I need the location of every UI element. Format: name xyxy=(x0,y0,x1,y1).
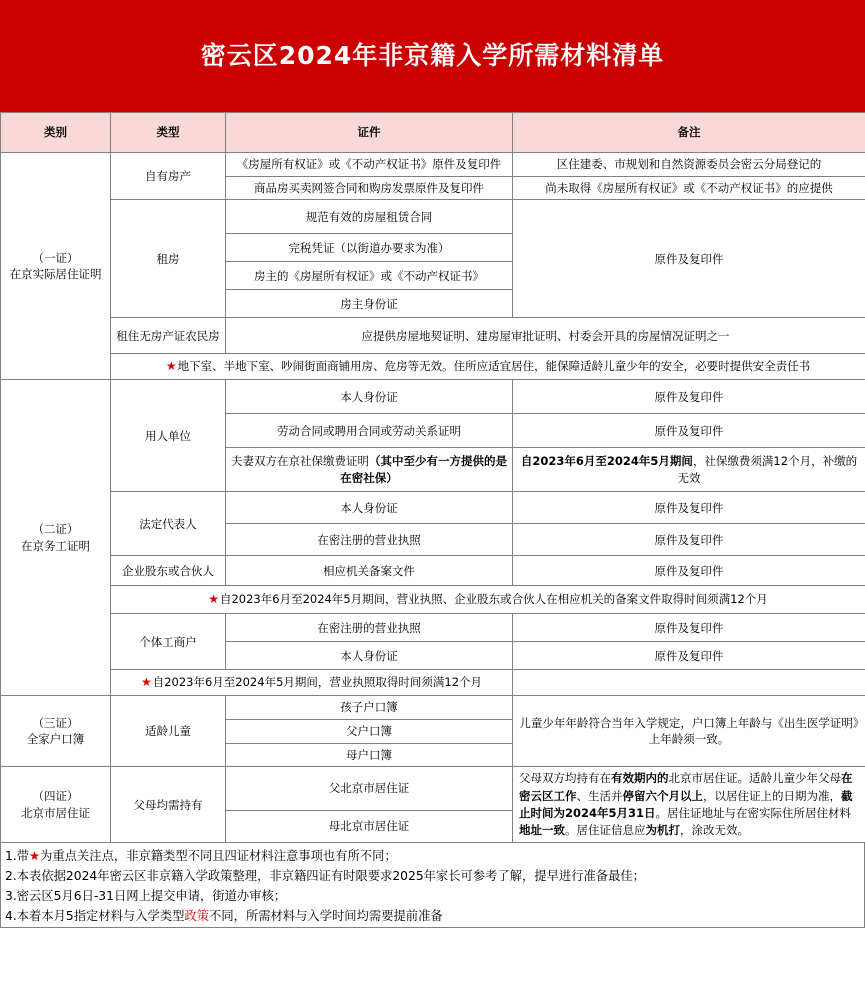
category-line-1: （二证） xyxy=(32,522,79,537)
category-cell-2 xyxy=(1,380,111,696)
type-cell-both-parents: 父母均需持有 xyxy=(111,767,226,843)
document-cell: 本人身份证 xyxy=(226,492,513,524)
document-cell-farmer-house: 应提供房屋地契证明、建房屋审批证明、村委会开具的房屋情况证明之一 xyxy=(226,318,865,354)
type-cell-employer: 用人单位 xyxy=(111,380,226,492)
footnotes-block xyxy=(0,843,865,928)
document-cell: 在密注册的营业执照 xyxy=(226,524,513,556)
remark-cell: 尚未取得《房屋所有权证》或《不动产权证书》的应提供 xyxy=(513,176,865,200)
category-cell-1 xyxy=(1,153,111,380)
column-header-document: 证件 xyxy=(226,113,513,153)
remark-cell: 区住建委、市规划和自然资源委员会密云分局登记的 xyxy=(513,153,865,177)
remark-cell-social-insurance xyxy=(513,448,865,492)
footnote-4-pre: 本着本月5指定材料与入学类型 xyxy=(16,909,185,924)
remark-cell: 原件及复印件 xyxy=(513,614,865,642)
type-cell-school-age-child: 适龄儿童 xyxy=(111,696,226,767)
rp-text-2: 北京市居住证。适龄儿童少年父母 xyxy=(668,771,841,786)
remark-text-suffix: ，社保缴费须满12个月，补缴的无效 xyxy=(677,454,858,485)
document-cell: 房主身份证 xyxy=(226,290,513,318)
rp-bold-4: 截止时间为2024年5月31日 xyxy=(519,788,853,820)
table-row xyxy=(1,318,865,354)
type-cell-rental: 租房 xyxy=(111,200,226,318)
remark-cell: 原件及复印件 xyxy=(513,642,865,670)
section-note-3-text: 自2023年6月至2024年5月期间，营业执照取得时间须满12个月 xyxy=(152,675,483,690)
table-row xyxy=(1,556,865,586)
remark-text-bold: 自2023年6月至2024年5月期间 xyxy=(520,454,693,469)
table-row xyxy=(1,614,865,642)
rp-bold-2: 在密云区工作 xyxy=(519,771,853,803)
type-cell-farmer-house: 租住无房产证农民房 xyxy=(111,318,226,354)
materials-table xyxy=(0,112,865,843)
footnote-1-num: 1. xyxy=(5,849,17,864)
document-cell: 商品房买卖网签合同和购房发票原件及复印件 xyxy=(226,176,513,200)
table-row xyxy=(1,354,865,380)
category-line-2: 在京实际居住证明 xyxy=(9,267,102,282)
document-cell-social-insurance xyxy=(226,448,513,492)
column-header-type: 类型 xyxy=(111,113,226,153)
page-title: 密云区2024年非京籍入学所需材料清单 xyxy=(200,41,665,70)
remark-cell-rental: 原件及复印件 xyxy=(513,200,865,318)
footnote-3-post: 密云区5月6日-31日网上提交申请，街道办审核； xyxy=(16,889,287,904)
table-header-row xyxy=(1,113,865,153)
remark-cell-residence-permit xyxy=(513,767,865,843)
footnote-2 xyxy=(5,867,860,887)
category-cell-3 xyxy=(1,696,111,767)
table-row xyxy=(1,380,865,414)
table-row xyxy=(1,696,865,720)
rp-bold-5: 地址一致 xyxy=(519,823,565,838)
document-cell: 《房屋所有权证》或《不动产权证书》原件及复印件 xyxy=(226,153,513,177)
remark-cell: 原件及复印件 xyxy=(513,380,865,414)
rp-text-3: 、生活并 xyxy=(576,788,623,803)
document-cell: 规范有效的房屋租赁合同 xyxy=(226,200,513,234)
table-row xyxy=(1,670,865,696)
document-cell: 父北京市居住证 xyxy=(226,767,513,810)
document-cell: 房主的《房屋所有权证》或《不动产权证书》 xyxy=(226,262,513,290)
category-cell-4 xyxy=(1,767,111,843)
document-cell: 劳动合同或聘用合同或劳动关系证明 xyxy=(226,414,513,448)
category-line-2: 全家户口簿 xyxy=(26,732,85,747)
rp-text-5: 。居住证地址与在密实际住所居住材料 xyxy=(655,805,852,820)
star-icon: ★ xyxy=(29,849,41,864)
remark-cell: 原件及复印件 xyxy=(513,556,865,586)
document-cell: 孩子户口簿 xyxy=(226,696,513,720)
remark-cell-hukou: 儿童少年年龄符合当年入学规定，户口簿上年龄与《出生医学证明》上年龄须一致。 xyxy=(513,696,865,767)
star-icon: ★ xyxy=(165,359,177,374)
column-header-category: 类别 xyxy=(1,113,111,153)
footnote-1-pre: 带 xyxy=(16,849,30,864)
category-line-1: （四证） xyxy=(32,789,79,804)
footnote-4 xyxy=(5,907,860,927)
type-cell-legal-representative: 法定代表人 xyxy=(111,492,226,556)
table-row xyxy=(1,492,865,524)
rp-text-4: ，以居住证上的日期为准， xyxy=(703,788,841,803)
document-cell: 本人身份证 xyxy=(226,642,513,670)
footnote-3-num: 3. xyxy=(5,889,17,904)
footnote-2-post: 本表依据2024年密云区非京籍入学政策整理，非京籍四证有时限要求2025年家长可参考了解，提早进行准备最佳； xyxy=(16,869,645,884)
document-cell: 本人身份证 xyxy=(226,380,513,414)
document-cell: 母户口簿 xyxy=(226,743,513,767)
star-icon: ★ xyxy=(208,592,219,607)
column-header-remark: 备注 xyxy=(513,113,865,153)
section-note-1-text: 地下室、半地下室、吵闹街面商铺用房、危房等无效。住所应适宜居住，能保障适龄儿童少年的安全，必要时提供安全责任书 xyxy=(177,359,811,374)
remark-cell: 原件及复印件 xyxy=(513,492,865,524)
table-row xyxy=(1,200,865,234)
document-text-bold: （其中至少有一方提供的是在密社保） xyxy=(340,454,507,485)
section-note-3 xyxy=(111,670,513,696)
document-cell: 完税凭证（以街道办要求为准） xyxy=(226,234,513,262)
footnote-4-red: 政策 xyxy=(184,909,210,924)
table-row xyxy=(1,153,865,177)
section-note-2-text: 自2023年6月至2024年5月期间，营业执照、企业股东或合伙人在相应机关的备案文件取得时间须满12个月 xyxy=(219,592,768,607)
table-row xyxy=(1,767,865,810)
table-row xyxy=(1,586,865,614)
category-line-2: 北京市居住证 xyxy=(21,805,90,820)
type-cell-shareholder: 企业股东或合伙人 xyxy=(111,556,226,586)
document-cell: 在密注册的营业执照 xyxy=(226,614,513,642)
document-cell: 相应机关备案文件 xyxy=(226,556,513,586)
footnote-2-num: 2. xyxy=(5,869,17,884)
rp-text-6: 。居住证信息应 xyxy=(565,823,646,838)
type-cell-own-property: 自有房产 xyxy=(111,153,226,200)
footnote-3 xyxy=(5,887,860,907)
section-note-2 xyxy=(111,586,865,614)
type-cell-individual-business: 个体工商户 xyxy=(111,614,226,670)
document-cell: 父户口簿 xyxy=(226,720,513,744)
section-note-1 xyxy=(111,354,865,380)
footnote-4-num: 4. xyxy=(5,909,17,924)
rp-bold-3: 停留六个月以上 xyxy=(622,788,703,803)
remark-cell: 原件及复印件 xyxy=(513,414,865,448)
category-line-1: （一证） xyxy=(32,250,79,265)
document-text-prefix: 夫妻双方在京社保缴费证明 xyxy=(231,454,369,469)
document-cell: 母北京市居住证 xyxy=(226,810,513,843)
rp-bold-1: 有效期内的 xyxy=(611,771,669,786)
remark-cell: 原件及复印件 xyxy=(513,524,865,556)
category-line-2: 在京务工证明 xyxy=(21,538,90,553)
rp-text-7: ，涂改无效。 xyxy=(680,823,749,838)
footnote-1 xyxy=(5,847,860,867)
rp-bold-6: 为机打 xyxy=(645,823,680,838)
rp-text-1: 父母双方均持有在 xyxy=(519,771,611,786)
star-icon: ★ xyxy=(140,675,152,690)
footnote-1-post: 为重点关注点，非京籍类型不同且四证材料注意事项也有所不同； xyxy=(40,849,397,864)
footnote-4-tail: 不同，所需材料与入学时间均需要提前准备 xyxy=(209,909,443,924)
title-banner xyxy=(0,0,865,112)
category-line-1: （三证） xyxy=(32,715,79,730)
